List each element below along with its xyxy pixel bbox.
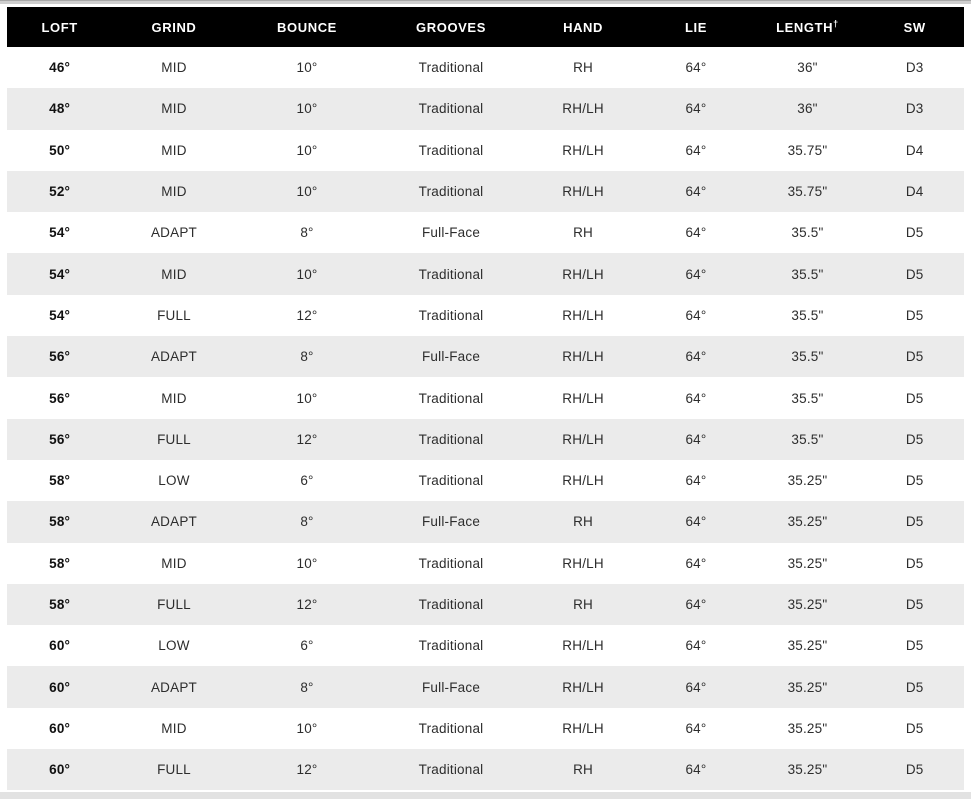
cell-loft: 58° — [49, 514, 71, 530]
cell-hand: RH/LH — [562, 431, 604, 447]
cell-lie: 64° — [685, 184, 707, 200]
cell-grooves: Traditional — [418, 101, 484, 117]
cell-length: 36" — [797, 60, 818, 76]
cell-hand: RH/LH — [562, 307, 604, 323]
cell-bounce: 10° — [296, 142, 318, 158]
cell-lie: 64° — [685, 638, 707, 654]
column-header-lie: LIE — [684, 19, 707, 35]
cell-grind: MID — [161, 390, 187, 406]
cell-sw: D5 — [905, 720, 924, 736]
cell-bounce: 6° — [300, 473, 314, 489]
cell-sw: D5 — [905, 555, 924, 571]
table-row — [7, 47, 964, 88]
cell-hand: RH — [573, 514, 594, 530]
cell-grooves: Traditional — [418, 555, 484, 571]
cell-bounce: 10° — [296, 60, 318, 76]
cell-length: 35.75" — [787, 142, 828, 158]
cell-sw: D4 — [905, 142, 924, 158]
column-header-length: LENGTH† — [776, 18, 839, 35]
cell-sw: D5 — [905, 638, 924, 654]
cell-grind: MID — [161, 184, 187, 200]
cell-bounce: 10° — [296, 266, 318, 282]
cell-length: 35.25" — [787, 762, 828, 778]
cell-hand: RH/LH — [562, 555, 604, 571]
cell-hand: RH/LH — [562, 142, 604, 158]
cell-loft: 46° — [49, 60, 71, 76]
wedge-spec-table — [7, 7, 964, 790]
cell-loft: 58° — [49, 597, 71, 612]
cell-lie: 64° — [685, 390, 707, 406]
cell-loft: 56° — [49, 349, 71, 365]
column-header-loft: LOFT — [41, 19, 78, 35]
cell-length: 35.5" — [791, 349, 824, 365]
cell-grooves: Full-Face — [421, 679, 481, 695]
cell-length: 35.25" — [787, 720, 828, 736]
cell-length: 35.5" — [791, 266, 824, 282]
cell-grooves: Traditional — [418, 597, 484, 612]
cell-grind: FULL — [157, 431, 191, 447]
cell-sw: D5 — [905, 307, 924, 323]
column-header-bounce: BOUNCE — [277, 19, 337, 35]
cell-grind: MID — [161, 60, 187, 76]
cell-bounce: 10° — [296, 101, 318, 117]
cell-lie: 64° — [685, 514, 707, 530]
cell-bounce: 12° — [296, 762, 318, 778]
cell-hand: RH/LH — [562, 390, 604, 406]
cell-lie: 64° — [685, 679, 707, 695]
cell-hand: RH/LH — [562, 720, 604, 736]
cell-sw: D5 — [905, 266, 924, 282]
table-row — [7, 419, 964, 460]
table-row — [7, 253, 964, 294]
cell-sw: D4 — [905, 184, 924, 200]
cell-grind: FULL — [157, 597, 191, 612]
cell-grind: ADAPT — [150, 225, 197, 241]
cell-grooves: Full-Face — [421, 514, 481, 530]
cell-length: 35.25" — [787, 514, 828, 530]
cell-lie: 64° — [685, 720, 707, 736]
table-row — [7, 460, 964, 501]
cell-bounce: 8° — [300, 349, 314, 365]
cell-lie: 64° — [685, 225, 707, 241]
cell-lie: 64° — [685, 762, 707, 778]
table-header — [7, 7, 964, 47]
table-row — [7, 212, 964, 253]
cell-length: 35.25" — [787, 679, 828, 695]
cell-hand: RH — [573, 60, 594, 76]
cell-grind: ADAPT — [150, 349, 197, 365]
cell-loft: 60° — [49, 720, 71, 736]
cell-length: 35.25" — [787, 638, 828, 654]
cell-grind: ADAPT — [150, 514, 197, 530]
table-body — [7, 47, 964, 790]
cell-hand: RH/LH — [562, 266, 604, 282]
cell-hand: RH — [573, 597, 594, 612]
cell-loft: 58° — [49, 555, 71, 571]
cell-sw: D3 — [905, 60, 924, 76]
cell-grind: LOW — [158, 638, 190, 654]
cell-lie: 64° — [685, 142, 707, 158]
cell-bounce: 6° — [300, 638, 314, 654]
table-row — [7, 377, 964, 418]
column-header-hand: HAND — [563, 19, 604, 35]
cell-loft: 54° — [49, 307, 71, 323]
cell-hand: RH/LH — [562, 101, 604, 117]
page-bottom-strip — [0, 792, 971, 799]
cell-grooves: Traditional — [418, 184, 484, 200]
cell-length: 35.75" — [787, 184, 828, 200]
table-row — [7, 130, 964, 171]
cell-length: 35.25" — [787, 473, 828, 489]
table-row — [7, 501, 964, 542]
cell-grooves: Traditional — [418, 638, 484, 654]
cell-bounce: 12° — [296, 307, 318, 323]
cell-lie: 64° — [685, 266, 707, 282]
column-header-grind: GRIND — [151, 19, 197, 35]
table-row — [7, 584, 964, 625]
cell-bounce: 12° — [296, 597, 318, 612]
cell-length: 35.5" — [791, 225, 824, 241]
cell-grind: ADAPT — [150, 679, 197, 695]
cell-loft: 54° — [49, 225, 71, 241]
cell-bounce: 12° — [296, 431, 318, 447]
cell-grooves: Full-Face — [421, 225, 481, 241]
cell-bounce: 8° — [300, 679, 314, 695]
cell-grind: MID — [161, 266, 187, 282]
cell-sw: D5 — [905, 762, 924, 778]
cell-lie: 64° — [685, 473, 707, 489]
table-row — [7, 88, 964, 129]
cell-bounce: 8° — [300, 514, 314, 530]
cell-grooves: Traditional — [418, 142, 484, 158]
cell-length: 35.25" — [787, 597, 828, 612]
cell-grooves: Traditional — [418, 266, 484, 282]
cell-grooves: Traditional — [418, 762, 484, 778]
cell-grooves: Full-Face — [421, 349, 481, 365]
cell-hand: RH/LH — [562, 473, 604, 489]
cell-length: 35.5" — [791, 390, 824, 406]
cell-grind: FULL — [157, 762, 191, 778]
cell-loft: 60° — [49, 762, 71, 778]
cell-grooves: Traditional — [418, 307, 484, 323]
cell-hand: RH/LH — [562, 679, 604, 695]
table-row — [7, 543, 964, 584]
cell-lie: 64° — [685, 431, 707, 447]
cell-lie: 64° — [685, 101, 707, 117]
cell-length: 35.25" — [787, 555, 828, 571]
cell-sw: D5 — [905, 349, 924, 365]
cell-sw: D5 — [905, 514, 924, 530]
cell-hand: RH/LH — [562, 184, 604, 200]
cell-lie: 64° — [685, 597, 707, 612]
cell-bounce: 10° — [296, 555, 318, 571]
cell-grind: LOW — [158, 473, 190, 489]
table-row — [7, 171, 964, 212]
cell-loft: 50° — [49, 142, 71, 158]
cell-sw: D5 — [905, 679, 924, 695]
cell-bounce: 10° — [296, 184, 318, 200]
cell-sw: D5 — [905, 597, 924, 612]
cell-grind: MID — [161, 142, 187, 158]
cell-lie: 64° — [685, 555, 707, 571]
cell-length: 35.5" — [791, 431, 824, 447]
cell-length: 35.5" — [791, 307, 824, 323]
cell-sw: D5 — [905, 473, 924, 489]
spec-table-container — [0, 4, 971, 792]
cell-loft: 58° — [49, 473, 71, 489]
cell-lie: 64° — [685, 349, 707, 365]
cell-grind: MID — [161, 720, 187, 736]
cell-grooves: Traditional — [418, 60, 484, 76]
cell-loft: 60° — [49, 679, 71, 695]
cell-loft: 48° — [49, 101, 71, 117]
length-footnote-dagger: † — [833, 18, 839, 29]
table-row — [7, 295, 964, 336]
table-row — [7, 708, 964, 749]
cell-hand: RH — [573, 762, 594, 778]
cell-bounce: 10° — [296, 390, 318, 406]
cell-lie: 64° — [685, 307, 707, 323]
cell-loft: 52° — [49, 184, 71, 200]
table-row — [7, 625, 964, 666]
cell-grooves: Traditional — [418, 473, 484, 489]
table-row — [7, 749, 964, 790]
cell-hand: RH/LH — [562, 349, 604, 365]
cell-loft: 56° — [49, 431, 71, 447]
header-row — [7, 7, 964, 47]
cell-sw: D3 — [905, 101, 924, 117]
cell-sw: D5 — [905, 390, 924, 406]
cell-hand: RH/LH — [562, 638, 604, 654]
cell-hand: RH — [573, 225, 594, 241]
cell-grind: MID — [161, 101, 187, 117]
cell-sw: D5 — [905, 225, 924, 241]
cell-loft: 56° — [49, 390, 71, 406]
cell-grind: MID — [161, 555, 187, 571]
column-header-grooves: GROOVES — [416, 19, 486, 35]
cell-loft: 60° — [49, 638, 71, 654]
cell-sw: D5 — [905, 431, 924, 447]
cell-grooves: Traditional — [418, 720, 484, 736]
cell-grooves: Traditional — [418, 390, 484, 406]
column-header-sw: SW — [903, 19, 926, 35]
cell-loft: 54° — [49, 266, 71, 282]
cell-grind: FULL — [157, 307, 191, 323]
table-row — [7, 336, 964, 377]
cell-bounce: 8° — [300, 225, 314, 241]
cell-length: 36" — [797, 101, 818, 117]
cell-lie: 64° — [685, 60, 707, 76]
cell-grooves: Traditional — [418, 431, 484, 447]
table-row — [7, 666, 964, 707]
cell-bounce: 10° — [296, 720, 318, 736]
